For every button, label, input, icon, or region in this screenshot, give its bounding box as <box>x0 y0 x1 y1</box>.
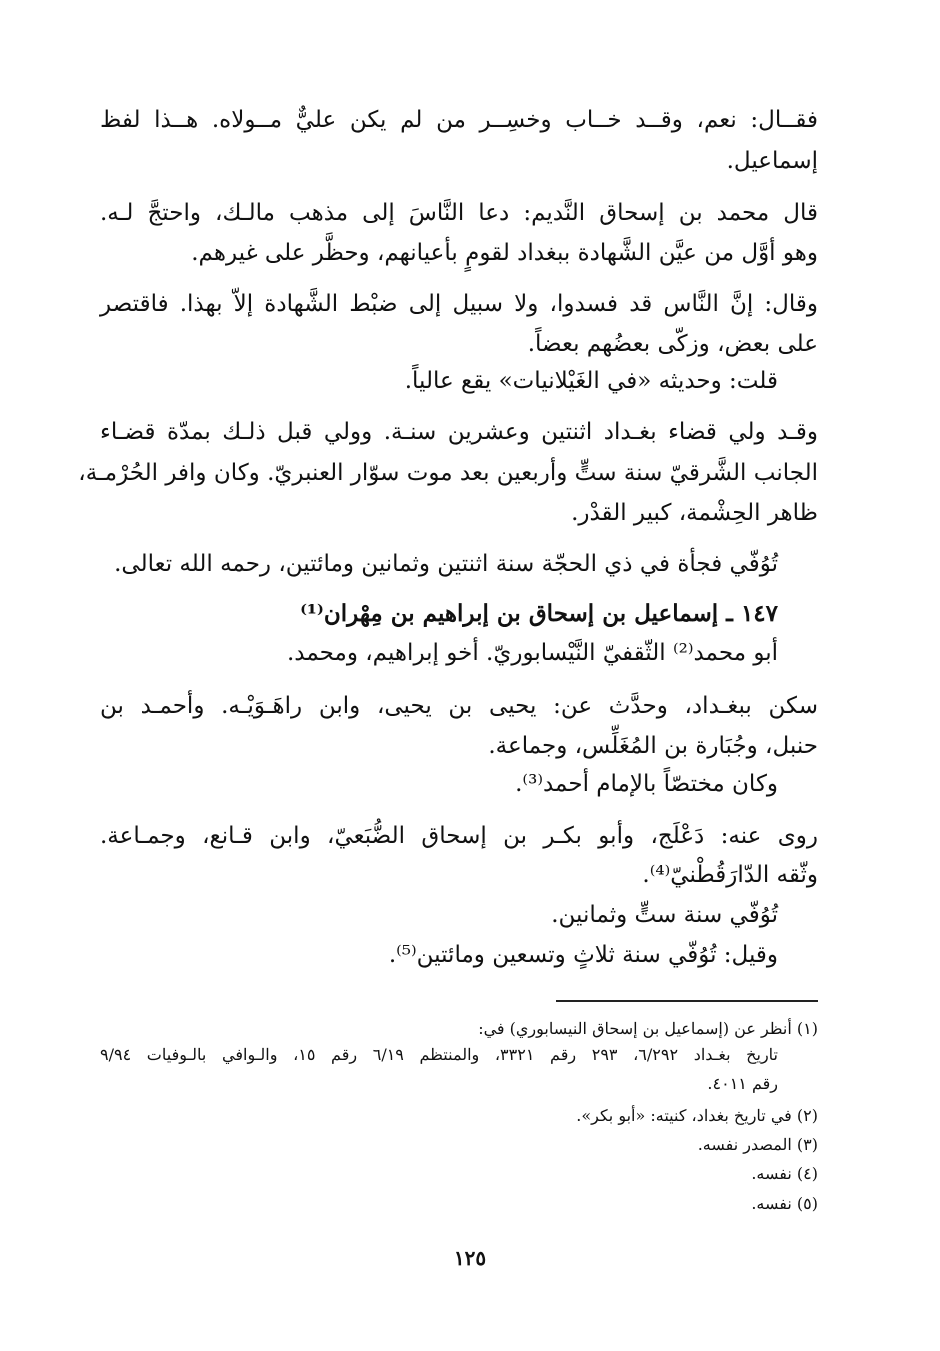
text-line: وثّقه الدّارَقُطْنيّ⁽⁴⁾. <box>642 862 818 888</box>
text-line: قلت: وحديثه «في الغَيْلانيات» يقع عالياً. <box>404 368 778 394</box>
text-line: الجانب الشَّرقيّ سنة ستٍّ وأربعين بعد موت سوّار العنبريّ. وكان وافر الحُرْمـة، <box>78 460 818 486</box>
footnote: رقم ٤٠١١. <box>707 1074 778 1093</box>
footnote: (١) أنظر عن (إسماعيل بن إسحاق النيسابوري) في: <box>478 1019 818 1038</box>
text-line: وقيل: تُوُفّي سنة ثلاثٍ وتسعين ومائتين⁽⁵⁾. <box>388 942 778 968</box>
text-line: قال محمد بن إسحاق النَّديم: دعا النَّاسَ إلى مذهب مالـك، واحتجَّ لـه. <box>100 200 818 226</box>
footnote-separator <box>556 1000 818 1002</box>
text-line: وهو أوَّل من عيَّن الشَّهادة ببغداد لقومٍ بأعيانهم، وحظَّر على غيرهم. <box>191 240 818 266</box>
text-line: وقال: إنَّ النَّاس قد فسدوا، ولا سبيل إلى ضبْط الشَّهادة إلاّ بهذا. فاقتصر <box>100 291 818 317</box>
text-line: حنبل، وجُبَارة بن المُغَلِّس، وجماعة. <box>488 733 818 759</box>
text-line: تُوُفّي فجأة في ذي الحجّة سنة اثنتين وثمانين ومائتين، رحمه الله تعالى. <box>114 551 778 577</box>
text-line: سكن ببغـداد، وحدَّث عن: يحيى بن يحيى، وابن راهَـوَيْـه. وأحمـد بن <box>100 693 818 719</box>
text-line: على بعض، وزكّى بعضُهم بعضاً. <box>527 331 818 357</box>
footnote: (٣) المصدر نفسه. <box>697 1135 818 1154</box>
entry-heading: ١٤٧ ـ إسماعيل بن إسحاق بن إبراهيم بن مِهْران⁽¹⁾ <box>300 600 778 627</box>
page-number: ١٢٥ <box>453 1246 487 1270</box>
text-line: تُوُفّي سنة ستٍّ وثمانين. <box>551 902 778 928</box>
text-line: فقــال: نعم، وقــد خــاب وخسِــر من لم يكن عليٌّ مــولاه. هــذا لفظ <box>100 107 818 133</box>
footnote: (٥) نفسه. <box>751 1194 818 1213</box>
text-line: أبو محمد⁽²⁾ الثّقفيّ النَّيْسابوريّ. أخو إبراهيم، ومحمد. <box>286 640 778 666</box>
footnote: (٤) نفسه. <box>751 1164 818 1183</box>
text-line: روى عنه: دَعْلَج، وأبو بكـر بن إسحاق الضُّبَعيّ، وابن قـانع، وجمـاعة. <box>100 823 818 849</box>
text-line: ظاهر الحِشْمة، كبير القدْر. <box>571 500 818 526</box>
footnote: (٢) في تاريخ بغداد، كنيته: «أبو بكر». <box>576 1106 818 1125</box>
text-line: إسماعيل. <box>726 148 818 174</box>
text-line: وقـد ولي قضاء بغـداد اثنتين وعشرين سنـة. وولي قبل ذلـك بمدّة قضـاء <box>100 419 818 445</box>
text-line: وكان مختصّاً بالإمام أحمد⁽³⁾. <box>515 771 778 797</box>
footnote: تاريخ بغـداد ٦/٢٩٢، ٢٩٣ رقم ٣٣٢١، والمنتظم ٦/١٩ رقم ١٥، والـوافي بالـوفيات ٩/٩٤ <box>100 1045 778 1064</box>
